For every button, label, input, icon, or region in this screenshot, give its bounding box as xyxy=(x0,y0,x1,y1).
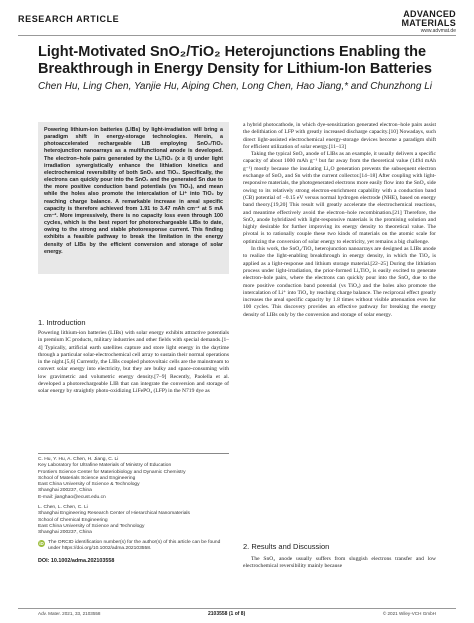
journal-url[interactable]: www.advmat.de xyxy=(420,28,456,34)
section-label: RESEARCH ARTICLE xyxy=(18,14,120,24)
introduction-text xyxy=(38,330,229,396)
author-list: Chen Hu, Ling Chen, Yanjie Hu, Aiping Chen, Long Chen, Hao Jiang,* and Chunzhong Li xyxy=(38,81,432,92)
journal-logo xyxy=(401,10,456,35)
page-number: 2103558 (1 of 8) xyxy=(208,611,246,617)
citation: Adv. Mater. 2021, 33, 2103558 xyxy=(38,611,101,616)
section-heading-introduction: 1. Introduction xyxy=(38,318,86,327)
paragraph: Powering lithium-ion batteries (LIBs) with solar energy exhibits attractive potentials in premium IC products, military industries and other fields with special demands.[1–4] Typically, artificial earth satellites capture and store light energy in the daytime through a particular solar-electrochemical cell array to sustain their normal operations in the night.[5,6] Currently, the LIBs coupled photovoltaic cells are the mainstream to convert solar energy into electricity, but they are bulky and space-consuming with low gravimetric and volumetric energy density.[7–9] Recently, Paolella et al. developed a photorechargeable LIB that can integrate the conversion and storage of solar energy by straightly photo-oxidizing LiFePO₄ (LFP) in the N719 dye as xyxy=(38,330,229,395)
paragraph: In this work, the SnO₂/TiO₂ heterojunction nanoarrays are designed as LIBs anode to realize the light-enabling breakthrough in energy density, in which the TiO₂ is applied as a light-response and lithium storage material.[22–25] During the lithiation process under light-irradiation, the prior-formed LiₓTiO₂ is easily excited to generate electron–hole pairs, where the electrons can quickly pour into the SnO₂ due to the more positive conduction band potential (vs TiO₂) and the holes also promote the intercalation of Li⁺ into TiO₂ by reaching charge balance. The reciprocal effect greatly increases the areal specific capacity by 1.8 times without visible attenuation even for 100 cycles. This discovery provides an effective pathway for breaking the energy density of LIBs only by the conversion and storage of solar energy. xyxy=(243,246,436,318)
logo-line-1: ADVANCED xyxy=(403,9,456,19)
affiliations xyxy=(38,453,229,564)
results-text xyxy=(243,556,436,571)
paragraph: a hybrid photocathode, in which dye-sensitization generated electron–hole pairs assist the delithiation of LFP with greatly increased discharge capacity.[10] Nowadays, such direct light-assisted electrochemical energy-storage devices become a paradigm shift for efficient utilization of solar energy.[11–13] xyxy=(243,122,436,150)
affiliation-block: L. Chen, L. Chen, C. Li Shanghai Engineering Research Center of Hierarchical Nanomaterials School of Chemical Engineering East China University of Science and Technology Shanghai 200237, China xyxy=(38,505,190,536)
paragraph: Taking the typical SnO₂ anode of LIBs as an example, it usually delivers a specific capacity of about 1000 mAh g⁻¹ but far away from the theoretical value (1494 mAh g⁻¹) mostly because the insulating Li₂O generation prevents the subsequent electron exchange of SnO₂ and Sn with the current collector.[14–18] After coupling with light-responsive materials, the photogenerated electrons more easily flow into the SnO₂ side owing to its relatively strong electron-enrichment capability with a conduction band (CB) potential of −0.15 eV versus normal hydrogen electrode (NHE), based on energy band theory.[19,20] This result will greatly accelerate the electrochemical reactions, and meantime effectively avoid the electron–hole recombination.[21] Therefore, the SnO₂ anode hybridized with light-responsive materials is the promising solution and highly desirable for further improving its energy density to theoretical value. The pivotal is to rationally couple these two kinds of materials on the atomic scale for optimizing the conversion of solar energy to electricity, yet remains a big challenge. xyxy=(243,151,436,245)
section-heading-results: 2. Results and Discussion xyxy=(243,542,330,551)
orcid-note xyxy=(38,540,229,553)
abstract-box: Powering lithium-ion batteries (LIBs) by light-irradiation will bring a paradigm shift in energy-storage technologies. Herein, a photoaccelerated rechargeable LIB employing SnO₂/TiO₂ heterojunction nanoarrays as a multifunctional anode is developed. The electron–hole pairs generated by the LiₓTiO₂ (x ≥ 0) under light irradiation synergistically enhance the lithiation kinetics and electrochemical reversibility of both SnO₂ and TiO₂. Specifically, the electrons can quickly pour into the SnO₂ and the generated Sn due to the more positive conduction band potentials (vs TiO₂), and mean while the holes also promote the intercalation of Li⁺ into TiO₂ by reaching charge balance. A remarkable increase in areal specific capacity is therefore achieved from 1.91 to 3.47 mAh cm⁻² at 5 mA cm⁻². More impressively, there is no capacity loss even through 100 cycles, which is the best report for photorechargeable LIBs to date, owing to the strong and stable photoresponse current. This finding exhibits a feasible pathway to break the limitation in the energy density of LIBs by the efficient conversion and storage of solar energy. xyxy=(38,122,229,274)
doi[interactable]: DOI: 10.1002/adma.202103558 xyxy=(38,558,115,565)
logo-line-2: MATERIALS xyxy=(401,18,456,28)
right-column-text xyxy=(243,122,436,319)
copyright: © 2021 Wiley-VCH GmbH xyxy=(382,611,436,616)
paragraph: The SnO₂ anode usually suffers from sluggish electrons transfer and low electrochemical reversibility mainly because xyxy=(243,556,436,570)
affiliation-block: C. Hu, Y. Hu, A. Chen, H. Jiang, C. Li Key Laboratory for Ultrafine Materials of Ministry of Education Frontiers Science Center for Materiobiology and Dynamic Chemistry School of Materials Science and Engineering East China University of Science & Technology Shanghai 200237, China E-mail: jianghao@ecust.edu.cn xyxy=(38,457,186,500)
header-divider xyxy=(18,35,456,36)
orcid-text[interactable]: The ORCID identification number(s) for the author(s) of this article can be found under https://doi.org/10.1002/adma.202103558. xyxy=(48,539,221,551)
article-title: Light-Motivated SnO₂/TiO₂ Heterojunctions Enabling the Breakthrough in Energy Density for Lithium-Ion Batteries xyxy=(38,44,432,77)
footer-divider xyxy=(18,608,456,609)
page-header xyxy=(18,10,456,32)
orcid-icon: iD xyxy=(39,540,44,546)
